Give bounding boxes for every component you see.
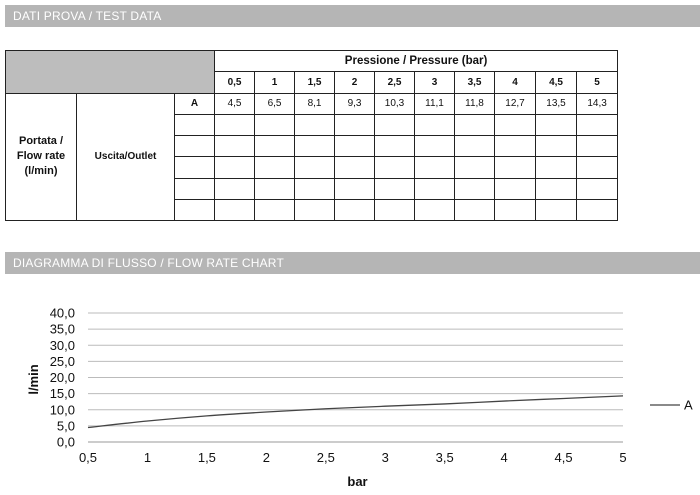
table-cell <box>295 157 335 178</box>
x-tick-label: 3,5 <box>435 450 454 465</box>
test-data-section-header: DATI PROVA / TEST DATA <box>5 5 700 27</box>
table-cell: 8,1 <box>295 93 335 114</box>
outlet-label-cell: A <box>175 93 215 114</box>
table-cell <box>335 178 375 199</box>
pressure-column-header: 4,5 <box>536 72 577 93</box>
x-axis-label: bar <box>347 474 368 489</box>
table-cell <box>577 136 618 157</box>
table-cell <box>335 157 375 178</box>
pressure-column-header: 5 <box>577 72 618 93</box>
series-line-a <box>88 396 623 428</box>
table-cell <box>375 178 415 199</box>
table-cell <box>536 114 577 135</box>
table-cell: 11,8 <box>455 93 495 114</box>
outlet-label-cell <box>175 178 215 199</box>
pressure-column-header: 4 <box>495 72 536 93</box>
outlet-label-cell <box>175 114 215 135</box>
table-cell <box>495 136 536 157</box>
table-cell <box>295 114 335 135</box>
table-cell <box>415 136 455 157</box>
table-cell: 11,1 <box>415 93 455 114</box>
y-tick-label: 5,0 <box>56 418 75 434</box>
pressure-column-header: 3,5 <box>455 72 495 93</box>
table-cell <box>415 200 455 221</box>
x-tick-label: 3 <box>381 450 389 465</box>
table-cell <box>455 114 495 135</box>
table-cell <box>415 157 455 178</box>
pressure-column-header: 2,5 <box>375 72 415 93</box>
y-tick-label: 30,0 <box>49 337 75 353</box>
table-cell <box>455 136 495 157</box>
table-cell: 10,3 <box>375 93 415 114</box>
table-cell <box>536 178 577 199</box>
y-axis-label: l/min <box>26 364 41 395</box>
table-cell <box>335 136 375 157</box>
x-tick-label: 2,5 <box>316 450 335 465</box>
x-tick-label: 1,5 <box>197 450 216 465</box>
pressure-column-header: 0,5 <box>215 72 255 93</box>
y-tick-label: 0,0 <box>56 434 75 450</box>
test-data-table <box>5 50 618 221</box>
table-cell <box>255 136 295 157</box>
outlet-label-cell <box>175 136 215 157</box>
x-tick-label: 5 <box>619 450 627 465</box>
flow-rate-row-header: Portata / Flow rate (l/min) <box>6 93 77 221</box>
table-cell <box>375 136 415 157</box>
pressure-column-header: 1,5 <box>295 72 335 93</box>
table-cell <box>295 178 335 199</box>
table-cell <box>495 200 536 221</box>
table-cell <box>577 200 618 221</box>
outlet-row-header: Uscita/Outlet <box>77 93 175 221</box>
table-row <box>6 93 618 114</box>
table-cell <box>335 200 375 221</box>
table-cell <box>375 157 415 178</box>
x-tick-label: 0,5 <box>78 450 98 465</box>
table-cell <box>255 157 295 178</box>
table-cell <box>255 114 295 135</box>
table-cell <box>577 114 618 135</box>
table-cell <box>215 136 255 157</box>
table-cell <box>495 157 536 178</box>
legend-label: A <box>684 397 693 413</box>
table-cell <box>215 200 255 221</box>
y-tick-label: 15,0 <box>49 386 75 402</box>
table-cell <box>215 178 255 199</box>
x-tick-label: 1 <box>143 450 152 465</box>
x-tick-label: 4 <box>500 450 508 465</box>
table-cell: 9,3 <box>335 93 375 114</box>
table-cell <box>536 136 577 157</box>
table-cell: 13,5 <box>536 93 577 114</box>
pressure-column-header: 3 <box>415 72 455 93</box>
outlet-label-cell <box>175 157 215 178</box>
table-cell <box>536 157 577 178</box>
table-cell <box>577 157 618 178</box>
table-cell <box>455 178 495 199</box>
table-cell: 14,3 <box>577 93 618 114</box>
table-cell <box>215 114 255 135</box>
table-cell <box>455 157 495 178</box>
y-tick-label: 10,0 <box>49 402 75 418</box>
y-tick-label: 35,0 <box>49 321 75 337</box>
table-cell: 4,5 <box>215 93 255 114</box>
table-cell <box>536 200 577 221</box>
table-cell <box>577 178 618 199</box>
flow-rate-chart-section-header: DIAGRAMMA DI FLUSSO / FLOW RATE CHART <box>5 252 700 274</box>
y-tick-label: 40,0 <box>49 305 75 321</box>
flow-rate-chart <box>0 290 700 495</box>
table-cell <box>295 200 335 221</box>
table-cell <box>335 114 375 135</box>
table-cell <box>495 178 536 199</box>
x-tick-label: 4,5 <box>554 450 573 465</box>
table-cell <box>415 178 455 199</box>
table-cell <box>455 200 495 221</box>
table-cell <box>295 136 335 157</box>
y-tick-label: 20,0 <box>49 370 75 385</box>
table-cell <box>495 114 536 135</box>
pressure-column-header: 2 <box>335 72 375 93</box>
table-corner-cell <box>6 51 215 94</box>
outlet-label-cell <box>175 200 215 221</box>
table-cell: 6,5 <box>255 93 295 114</box>
pressure-header: Pressione / Pressure (bar) <box>215 51 618 72</box>
table-cell <box>375 114 415 135</box>
table-cell <box>215 157 255 178</box>
table-cell <box>255 200 295 221</box>
table-cell: 12,7 <box>495 93 536 114</box>
pressure-column-header: 1 <box>255 72 295 93</box>
table-cell <box>375 200 415 221</box>
x-tick-label: 2 <box>262 450 270 465</box>
y-tick-label: 25,0 <box>49 353 75 369</box>
table-cell <box>255 178 295 199</box>
table-cell <box>415 114 455 135</box>
